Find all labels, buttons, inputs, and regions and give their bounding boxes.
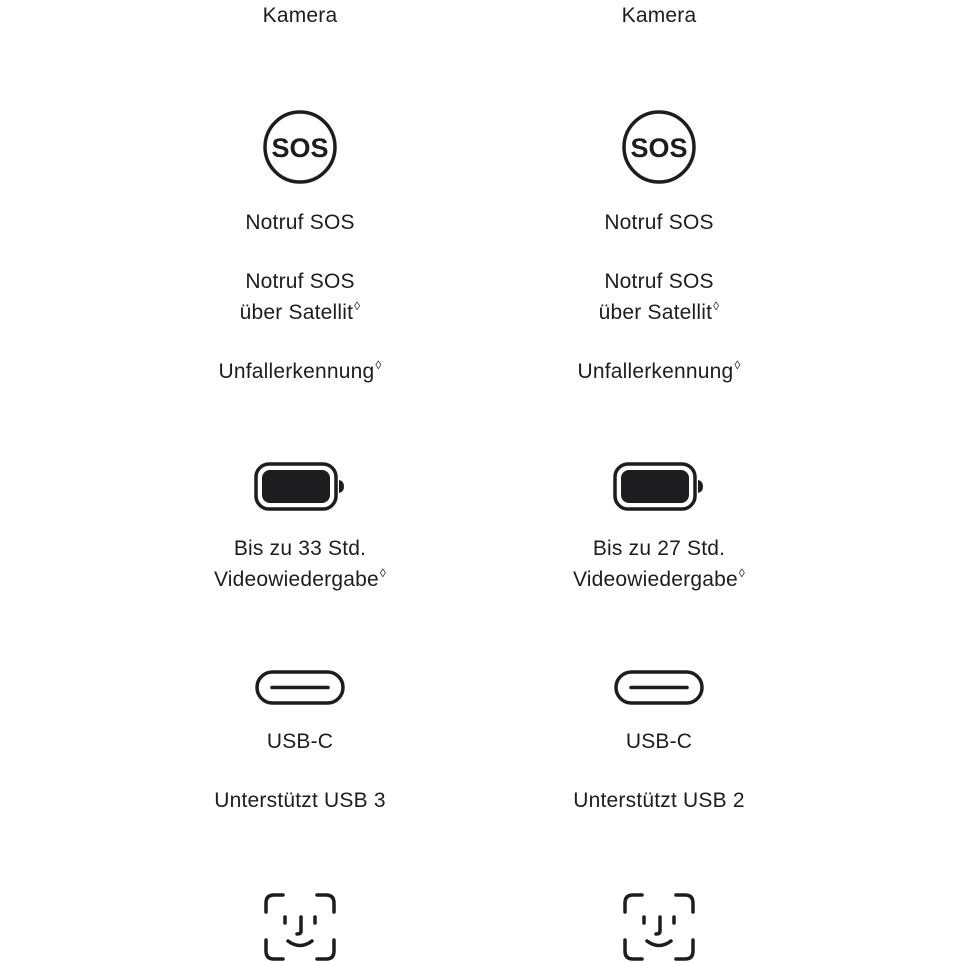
- usb-label: USB-C: [625, 730, 693, 753]
- comparison-column-left: [150, 0, 450, 960]
- usb-c-icon: [150, 670, 450, 706]
- satellite-sos-label: [509, 266, 809, 328]
- face-id-icon: [509, 892, 809, 962]
- footnote-mark: ◊: [734, 358, 741, 372]
- footnote-mark: ◊: [375, 358, 382, 372]
- footnote-mark: ◊: [713, 299, 720, 313]
- sos-icon: [150, 108, 450, 186]
- battery-icon: [150, 462, 450, 512]
- battery-line-1: Bis zu 27 Std.: [592, 537, 726, 560]
- usb-spec-label: Unterstützt USB 2: [573, 789, 745, 812]
- usb-spec-label: Unterstützt USB 3: [214, 789, 386, 812]
- battery-label: [509, 533, 809, 595]
- battery-icon: [509, 462, 809, 512]
- satellite-line-1: Notruf SOS: [245, 270, 355, 293]
- sos-label: Notruf SOS: [604, 211, 714, 234]
- camera-label: Kamera: [621, 4, 697, 27]
- satellite-line-2: über Satellit: [598, 301, 713, 324]
- footnote-mark: ◊: [354, 299, 361, 313]
- battery-line-2: Videowiedergabe: [572, 568, 738, 591]
- battery-line-1: Bis zu 33 Std.: [233, 537, 367, 560]
- camera-label: Kamera: [262, 4, 338, 27]
- usb-label: USB-C: [266, 730, 334, 753]
- crash-detection-label: [509, 356, 809, 387]
- sos-icon: [509, 108, 809, 186]
- crash-detection-label: [150, 356, 450, 387]
- crash-detection-text: Unfallerkennung: [218, 360, 375, 383]
- sos-label: Notruf SOS: [245, 211, 355, 234]
- battery-label: [150, 533, 450, 595]
- face-id-icon: [150, 892, 450, 962]
- footnote-mark: ◊: [379, 566, 387, 580]
- usb-c-icon: [509, 670, 809, 706]
- satellite-line-1: Notruf SOS: [604, 270, 714, 293]
- comparison-column-right: [509, 0, 809, 960]
- satellite-line-2: über Satellit: [239, 301, 354, 324]
- crash-detection-text: Unfallerkennung: [577, 360, 734, 383]
- sos-icon-text: SOS: [271, 133, 329, 163]
- footnote-mark: ◊: [738, 566, 746, 580]
- satellite-sos-label: [150, 266, 450, 328]
- battery-line-2: Videowiedergabe: [213, 568, 379, 591]
- sos-icon-text: SOS: [630, 133, 688, 163]
